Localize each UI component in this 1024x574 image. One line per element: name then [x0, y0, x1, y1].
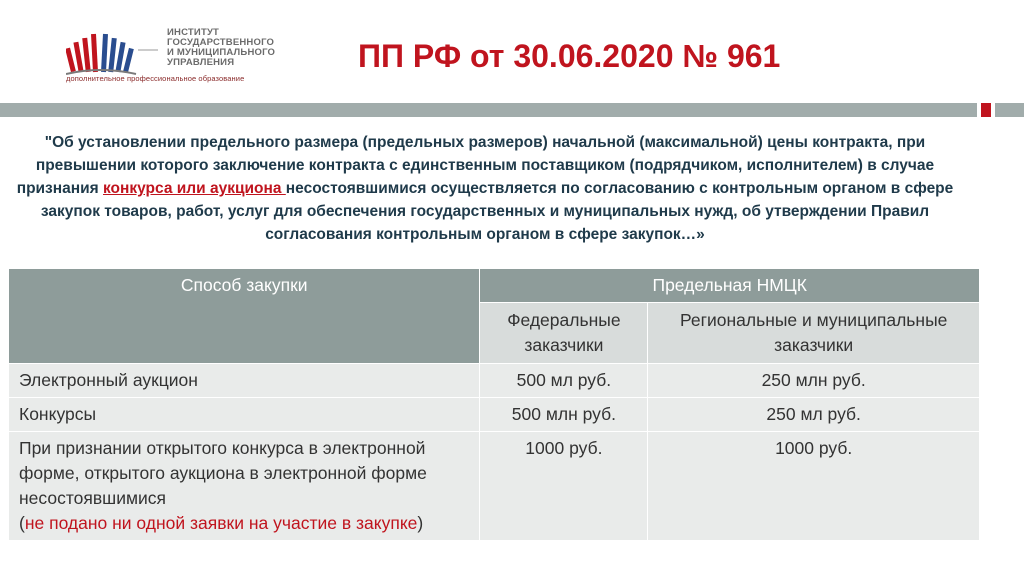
logo-line-4: УПРАВЛЕНИЯ	[167, 57, 235, 68]
row-method: Электронный аукцион	[9, 364, 480, 398]
description-text-after: несостоявшимися осуществляется по согласованию с контрольным органом в сфере закупок товаров, работ, услуг для обеспечения государственных и муниципальных нужд, об утверждении Правил согласования контрольным органом в сфере закупок…»	[40, 180, 954, 243]
logo-subtitle: дополнительное профессиональное образование	[66, 74, 245, 83]
row-federal-value: 1000 руб.	[480, 432, 648, 541]
logo-text	[167, 28, 275, 68]
row-regional-value: 250 млн руб.	[648, 364, 980, 398]
row-federal-value: 500 млн руб.	[480, 398, 648, 432]
books-logo-icon	[66, 30, 162, 76]
logo-line-1: ИНСТИТУТ	[167, 27, 220, 38]
description-highlight: конкурса или аукциона	[103, 180, 286, 197]
column-header-federal: Федеральные заказчики	[480, 303, 648, 364]
table-row	[9, 432, 980, 541]
column-header-regional: Региональные и муниципальные заказчики	[648, 303, 980, 364]
logo-line-2: ГОСУДАРСТВЕННОГО	[167, 37, 275, 48]
row-note-paren-open: (	[19, 513, 25, 533]
regulation-description	[10, 131, 960, 246]
divider-bar-right	[995, 103, 1024, 117]
row-method: При признании открытого конкурса в электронной форме, открытого аукциона в электронной форме несостоявшимися	[19, 438, 427, 508]
divider-accent-square	[981, 103, 991, 117]
column-header-limit: Предельная НМЦК	[480, 269, 980, 303]
column-header-method: Способ закупки	[9, 269, 480, 364]
row-federal-value: 500 мл руб.	[480, 364, 648, 398]
table-row	[9, 364, 980, 398]
institute-logo	[66, 26, 306, 82]
row-regional-value: 1000 руб.	[648, 432, 980, 541]
table-row	[9, 398, 980, 432]
procurement-limits-table	[8, 268, 980, 541]
logo-line-3: И МУНИЦИПАЛЬНОГО	[167, 47, 276, 58]
description-text-before: "Об установлении предельного размера (предельных размеров) начальной (максимальной) цены контракта, при превышении которого заключение контракта с единственным поставщиком (подрядчиком, исполнителем) в случае признания	[16, 134, 935, 197]
row-regional-value: 250 мл руб.	[648, 398, 980, 432]
decorative-divider	[0, 100, 1024, 118]
row-note: не подано ни одной заявки на участие в закупке	[24, 513, 418, 533]
row-method: Конкурсы	[9, 398, 480, 432]
row-method-cell	[9, 432, 480, 541]
row-note-paren-close: )	[417, 513, 424, 533]
page-title: ПП РФ от 30.06.2020 № 961	[358, 38, 781, 74]
divider-bar-left	[0, 103, 977, 117]
